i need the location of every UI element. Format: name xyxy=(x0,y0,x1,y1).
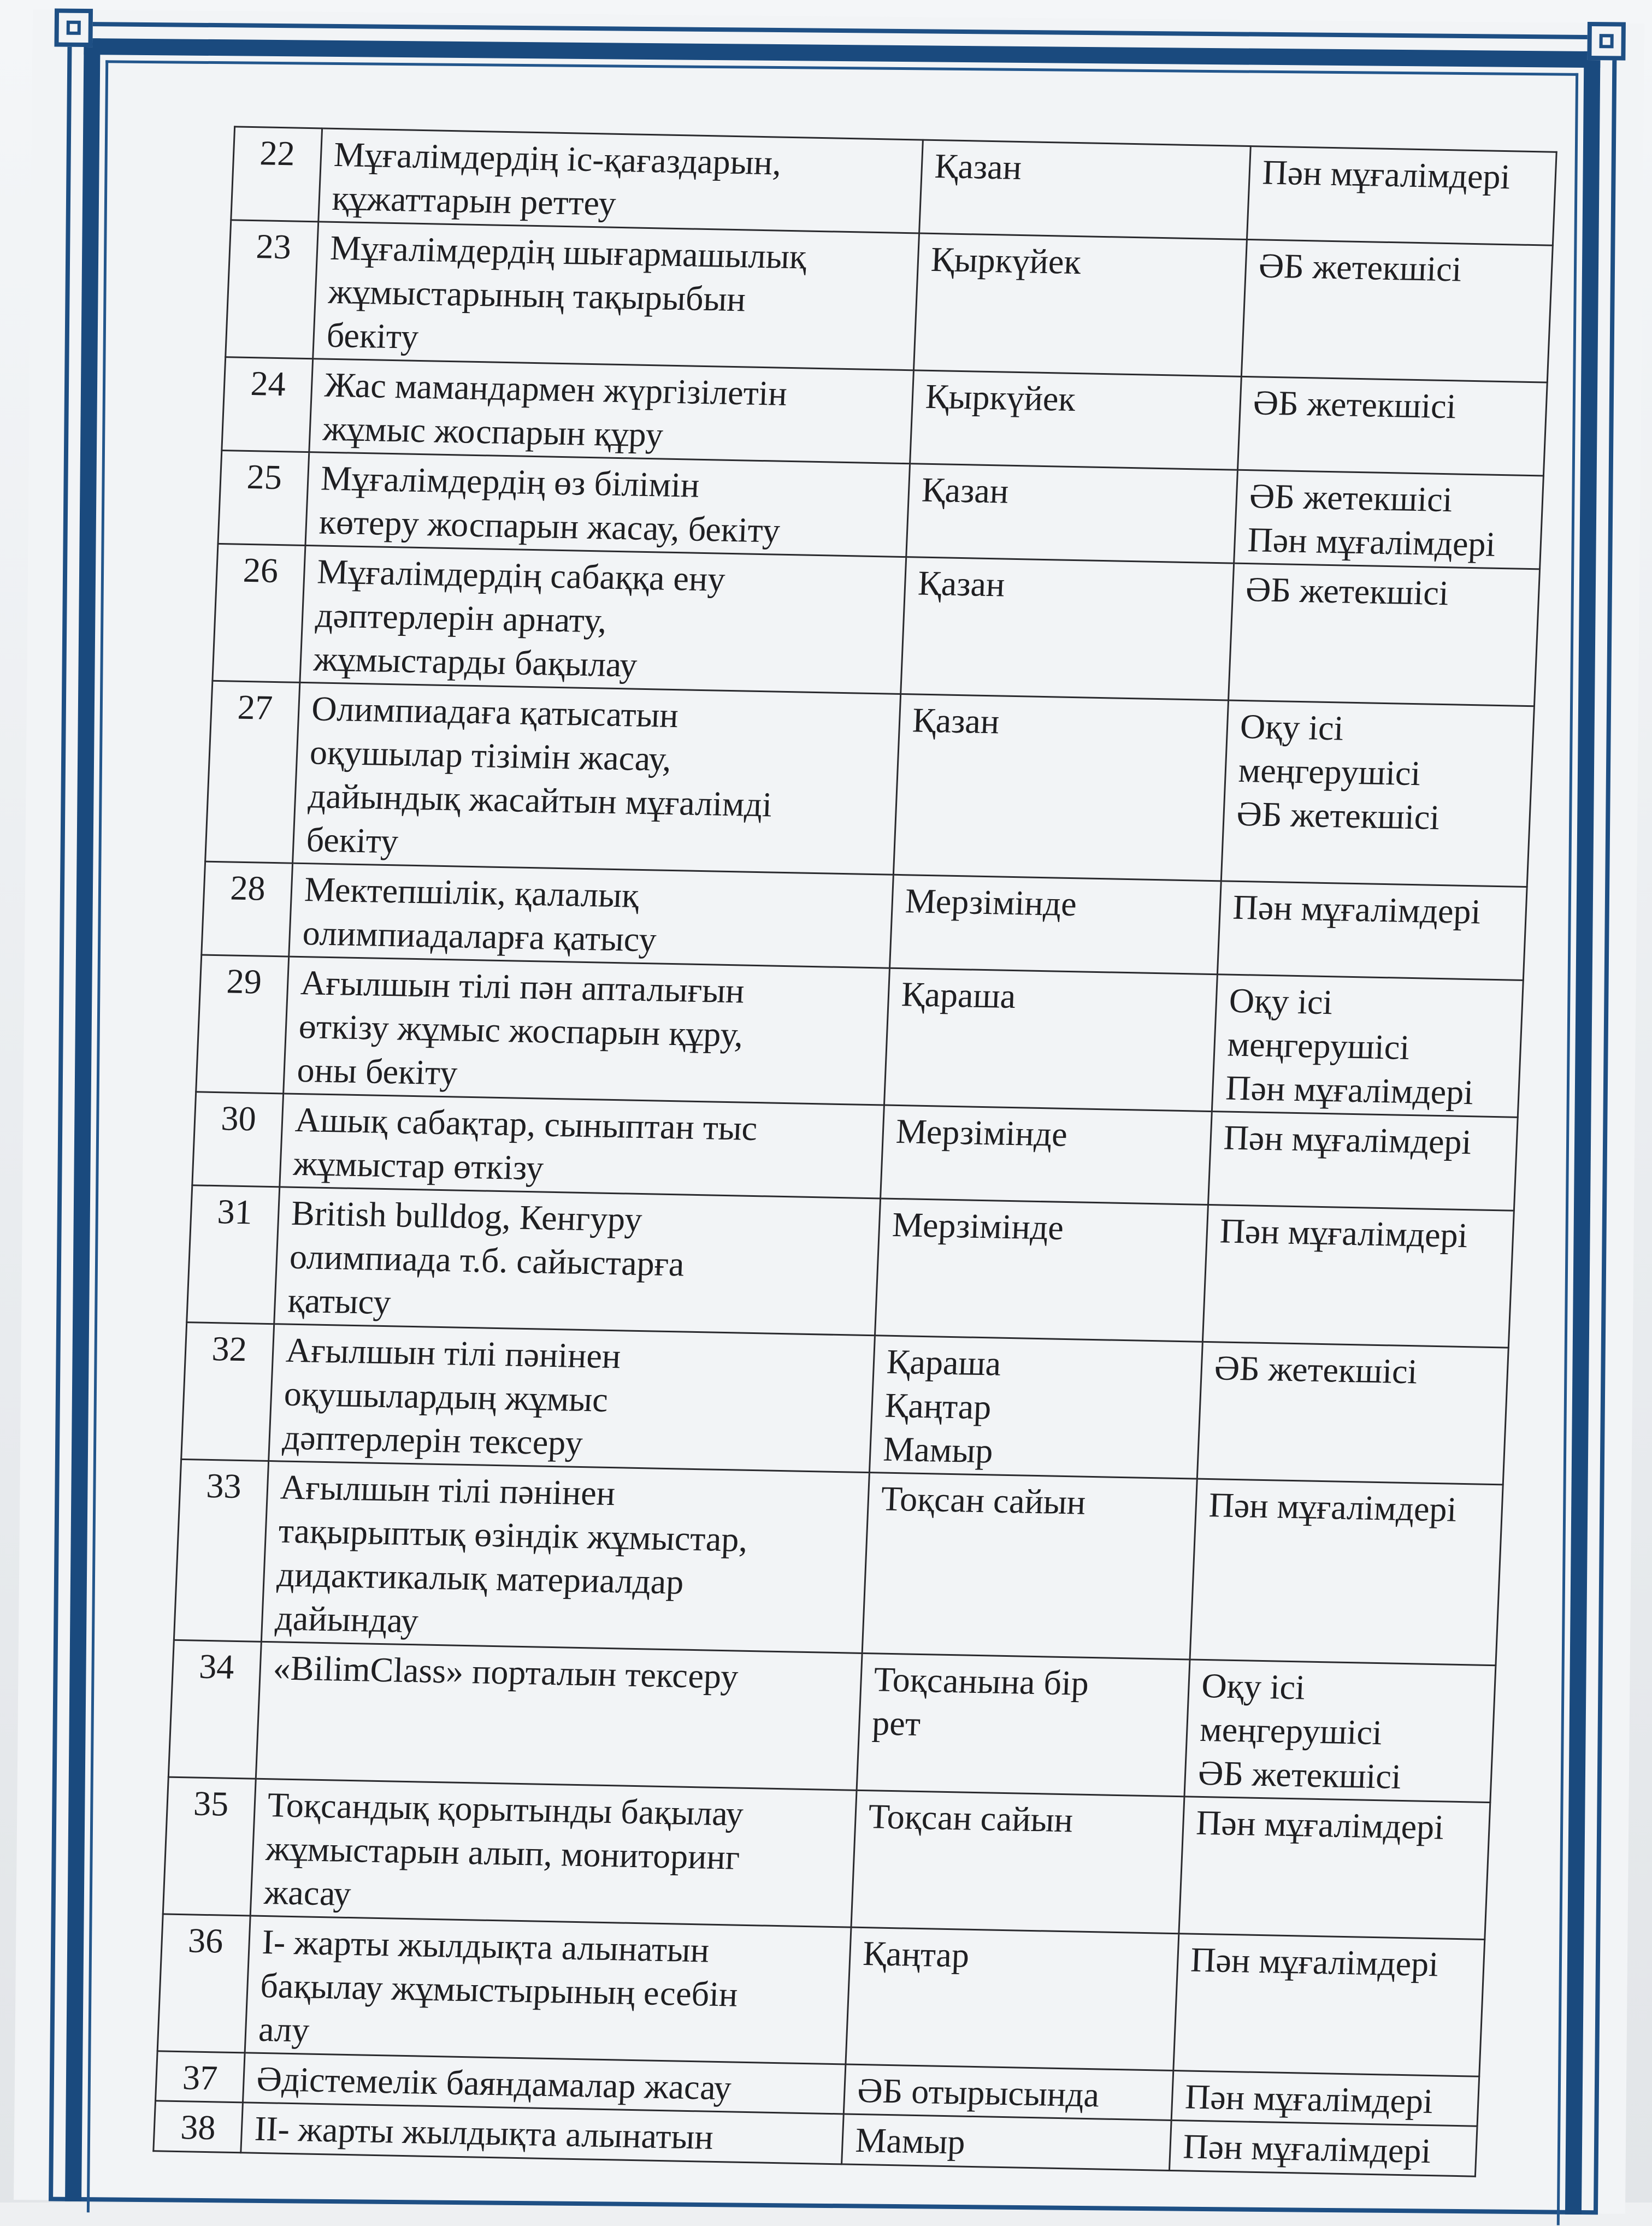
responsible-cell-text: Оқу ісі меңгерушісі Пән мұғалімдері xyxy=(1225,981,1474,1112)
deadline-cell xyxy=(901,557,1234,700)
responsible-cell xyxy=(1208,1112,1518,1211)
responsible-cell-text: Пән мұғалімдері xyxy=(1208,1485,1458,1529)
responsible-cell-text: Оқу ісі меңгерушісі ӘБ жетекшісі xyxy=(1197,1666,1402,1796)
table-row xyxy=(174,1459,1503,1665)
task-cell xyxy=(269,1324,875,1473)
row-number-cell-text: 34 xyxy=(198,1646,235,1686)
row-number-cell-text: 33 xyxy=(205,1466,243,1506)
deadline-cell xyxy=(862,1473,1197,1660)
row-number-cell xyxy=(226,220,318,359)
row-number-cell xyxy=(218,451,309,546)
responsible-cell xyxy=(1241,239,1553,382)
deadline-cell-text: Мерзімінде xyxy=(891,1204,1065,1247)
task-cell-text: ІІ- жарты жылдықта алынатын xyxy=(253,2109,715,2157)
responsible-cell-text: Пән мұғалімдері xyxy=(1261,152,1511,197)
deadline-cell-text: Мерзімінде xyxy=(895,1111,1069,1154)
row-number-cell-text: 24 xyxy=(250,364,287,404)
task-cell xyxy=(289,863,894,968)
table-row xyxy=(168,1640,1496,1802)
deadline-cell xyxy=(890,875,1222,974)
responsible-cell-text: ӘБ жетекшісі Пән мұғалімдері xyxy=(1247,476,1496,564)
row-number-cell-text: 31 xyxy=(216,1192,253,1232)
row-number-cell xyxy=(156,2051,245,2103)
task-cell xyxy=(309,359,914,464)
deadline-cell xyxy=(842,2114,1172,2170)
row-number-cell-text: 27 xyxy=(237,687,274,727)
task-cell xyxy=(293,682,901,875)
deadline-cell xyxy=(875,1198,1208,1342)
deadline-cell-text: Мерзімінде xyxy=(904,881,1078,924)
task-cell xyxy=(284,956,890,1105)
responsible-cell-text: Пән мұғалімдері xyxy=(1182,2127,1432,2171)
deadline-cell-text: Қыркүйек xyxy=(930,239,1082,282)
deadline-cell-text: Қаңтар xyxy=(862,1934,970,1975)
work-plan-table xyxy=(152,126,1557,2177)
responsible-cell xyxy=(1217,881,1527,981)
responsible-cell-text: ӘБ жетекшісі xyxy=(1252,383,1457,426)
task-cell-text: Әдістемелік баяндамалар жасау xyxy=(256,2059,733,2107)
deadline-cell-text: Қазан xyxy=(917,563,1006,604)
deadline-cell-text: Қараша xyxy=(900,975,1017,1016)
row-number-cell xyxy=(181,1322,274,1461)
task-cell-text: Мұғалімдердің сабаққа ену дәптерлерін арнату, жұмыстарды бақылау xyxy=(312,552,726,684)
task-cell xyxy=(250,1779,857,1927)
work-plan-table-body xyxy=(154,127,1556,2176)
responsible-cell xyxy=(1179,1797,1490,1940)
deadline-cell-text: Мамыр xyxy=(854,2120,966,2162)
task-cell-text: Ашық сабақтар, сыныптан тыс жұмыстар өткізу xyxy=(292,1100,758,1188)
deadline-cell xyxy=(869,1336,1202,1479)
task-cell xyxy=(300,546,906,694)
deadline-cell xyxy=(913,233,1247,376)
responsible-cell xyxy=(1247,146,1556,246)
responsible-cell xyxy=(1229,563,1540,706)
responsible-cell xyxy=(1173,1934,1485,2077)
task-cell-text: Олимпиадаға қатысатын оқушылар тізімін жасау, дайындық жасайтын мұғалімді бекіту xyxy=(305,689,773,861)
table-row xyxy=(187,1185,1514,1348)
table-row xyxy=(205,681,1535,887)
table-row xyxy=(213,544,1540,706)
border-corner-ornament-left xyxy=(54,8,93,47)
deadline-cell xyxy=(893,694,1228,881)
row-number-cell xyxy=(187,1185,280,1324)
responsible-cell-text: Пән мұғалімдері xyxy=(1232,887,1482,931)
responsible-cell-text: Пән мұғалімдері xyxy=(1184,2077,1434,2121)
responsible-cell xyxy=(1169,2120,1477,2176)
table-row xyxy=(157,1914,1485,2076)
task-cell-text: British bulldog, Кенгуру олимпиада т.б. сайыстарға қатысу xyxy=(287,1193,685,1322)
task-cell xyxy=(274,1187,881,1336)
task-cell-text: Ағылшын тілі пәнінен тақырыптық өзіндік жұмыстар, дидактикалық материалдар дайындау xyxy=(274,1467,748,1640)
table-row xyxy=(196,955,1524,1117)
responsible-cell xyxy=(1238,376,1548,476)
table-row xyxy=(181,1322,1509,1485)
row-number-cell-text: 29 xyxy=(226,961,263,1001)
deadline-cell-text: Тоқсанына бір рет xyxy=(871,1660,1090,1743)
responsible-cell-text: Пән мұғалімдері xyxy=(1219,1211,1468,1255)
deadline-cell-text: ӘБ отырысында xyxy=(857,2070,1100,2115)
deadline-cell xyxy=(919,140,1251,239)
row-number-cell xyxy=(213,544,305,682)
task-cell xyxy=(256,1642,862,1790)
deadline-cell-text: Тоқсан сайын xyxy=(868,1797,1074,1840)
responsible-cell-text: ӘБ жетекшісі xyxy=(1244,570,1450,613)
row-number-cell-text: 26 xyxy=(242,550,279,591)
task-cell-text: Мұғалімдердің өз білімін көтеру жоспарын жасау, бекіту xyxy=(318,458,781,550)
responsible-cell xyxy=(1184,1660,1496,1803)
responsible-cell-text: ӘБ жетекшісі xyxy=(1213,1348,1418,1391)
deadline-cell xyxy=(843,2064,1173,2120)
row-number-cell xyxy=(196,955,289,1094)
task-cell xyxy=(313,222,919,370)
row-number-cell xyxy=(174,1459,268,1642)
deadline-cell-text: Тоқсан сайын xyxy=(880,1479,1087,1522)
row-number-cell xyxy=(154,2101,243,2153)
document-page xyxy=(14,9,1644,2214)
task-cell-text: Мұғалімдердің шығармашылық жұмыстарының тақырыбын бекіту xyxy=(326,228,807,356)
task-cell xyxy=(241,2103,843,2164)
border-corner-ornament-right xyxy=(1587,22,1626,61)
row-number-cell-text: 25 xyxy=(246,457,283,497)
responsible-cell xyxy=(1212,975,1523,1118)
deadline-cell-text: Қараша Қаңтар Мамыр xyxy=(882,1342,1002,1471)
row-number-cell xyxy=(231,127,322,222)
row-number-cell-text: 32 xyxy=(211,1329,248,1369)
task-cell-text: Жас мамандармен жүргізілетін жұмыс жоспарын құру xyxy=(322,365,788,454)
task-cell-text: Ағылшын тілі пәнінен оқушылардың жұмыс дәптерлерін тексеру xyxy=(281,1330,622,1463)
task-cell xyxy=(261,1461,869,1654)
row-number-cell xyxy=(157,1914,250,2053)
responsible-cell xyxy=(1171,2071,1479,2127)
deadline-cell-text: Қазан xyxy=(911,700,1000,741)
row-number-cell-text: 30 xyxy=(220,1099,257,1138)
task-cell-text: Мектепшілік, қалалық олимпиадаларға қатысу xyxy=(302,870,657,959)
row-number-cell xyxy=(202,861,293,956)
row-number-cell-text: 23 xyxy=(255,227,292,267)
deadline-cell-text: Қазан xyxy=(934,146,1023,187)
responsible-cell-text: ӘБ жетекшісі xyxy=(1258,246,1462,289)
deadline-cell xyxy=(846,1927,1179,2070)
responsible-cell xyxy=(1190,1479,1503,1666)
task-cell-text: Ағылшын тілі пән апталығын өткізу жұмыс жоспарын құру, оны бекіту xyxy=(296,963,745,1093)
row-number-cell xyxy=(222,357,313,452)
task-cell-text: Тоқсандық қорытынды бақылау жұмыстарын алып, мониторинг жасау xyxy=(263,1785,745,1914)
deadline-cell xyxy=(851,1790,1184,1933)
deadline-cell-text: Қыркүйек xyxy=(924,376,1076,418)
task-cell xyxy=(318,128,923,233)
row-number-cell-text: 35 xyxy=(192,1784,229,1823)
responsible-cell-text: Пән мұғалімдері xyxy=(1190,1940,1439,1984)
deadline-cell xyxy=(906,464,1238,563)
responsible-cell xyxy=(1221,700,1534,887)
row-number-cell xyxy=(205,681,300,863)
row-number-cell-text: 22 xyxy=(259,133,296,173)
deadline-cell-text: Қазан xyxy=(921,470,1010,511)
table-row xyxy=(163,1777,1490,1939)
task-cell-text: «BilimClass» порталын тексеру xyxy=(272,1648,739,1696)
deadline-cell xyxy=(881,1105,1212,1204)
task-cell-text: І- жарты жылдықта алынатын бақылау жұмыстырының есебін алу xyxy=(257,1922,739,2050)
responsible-cell-text: Пән мұғалімдері xyxy=(1195,1803,1445,1847)
deadline-cell xyxy=(884,968,1217,1111)
responsible-cell xyxy=(1197,1342,1508,1485)
row-number-cell-text: 37 xyxy=(181,2058,219,2098)
deadline-cell xyxy=(910,370,1242,470)
row-number-cell xyxy=(163,1777,256,1916)
task-cell xyxy=(245,1916,851,2064)
row-number-cell xyxy=(192,1092,284,1187)
responsible-cell xyxy=(1234,470,1544,569)
responsible-cell-text: Пән мұғалімдері xyxy=(1223,1118,1472,1162)
row-number-cell-text: 28 xyxy=(229,868,267,908)
table-row xyxy=(226,220,1553,382)
responsible-cell-text: Оқу ісі меңгерушісі ӘБ жетекшісі xyxy=(1236,706,1441,837)
task-cell-text: Мұғалімдердің іс-қағаздарын, құжаттарын реттеу xyxy=(331,134,782,223)
task-cell xyxy=(280,1094,884,1198)
row-number-cell-text: 36 xyxy=(187,1921,224,1961)
task-cell xyxy=(305,452,910,557)
deadline-cell xyxy=(857,1653,1190,1796)
row-number-cell xyxy=(168,1640,261,1779)
responsible-cell xyxy=(1202,1204,1514,1348)
row-number-cell-text: 38 xyxy=(180,2107,217,2147)
